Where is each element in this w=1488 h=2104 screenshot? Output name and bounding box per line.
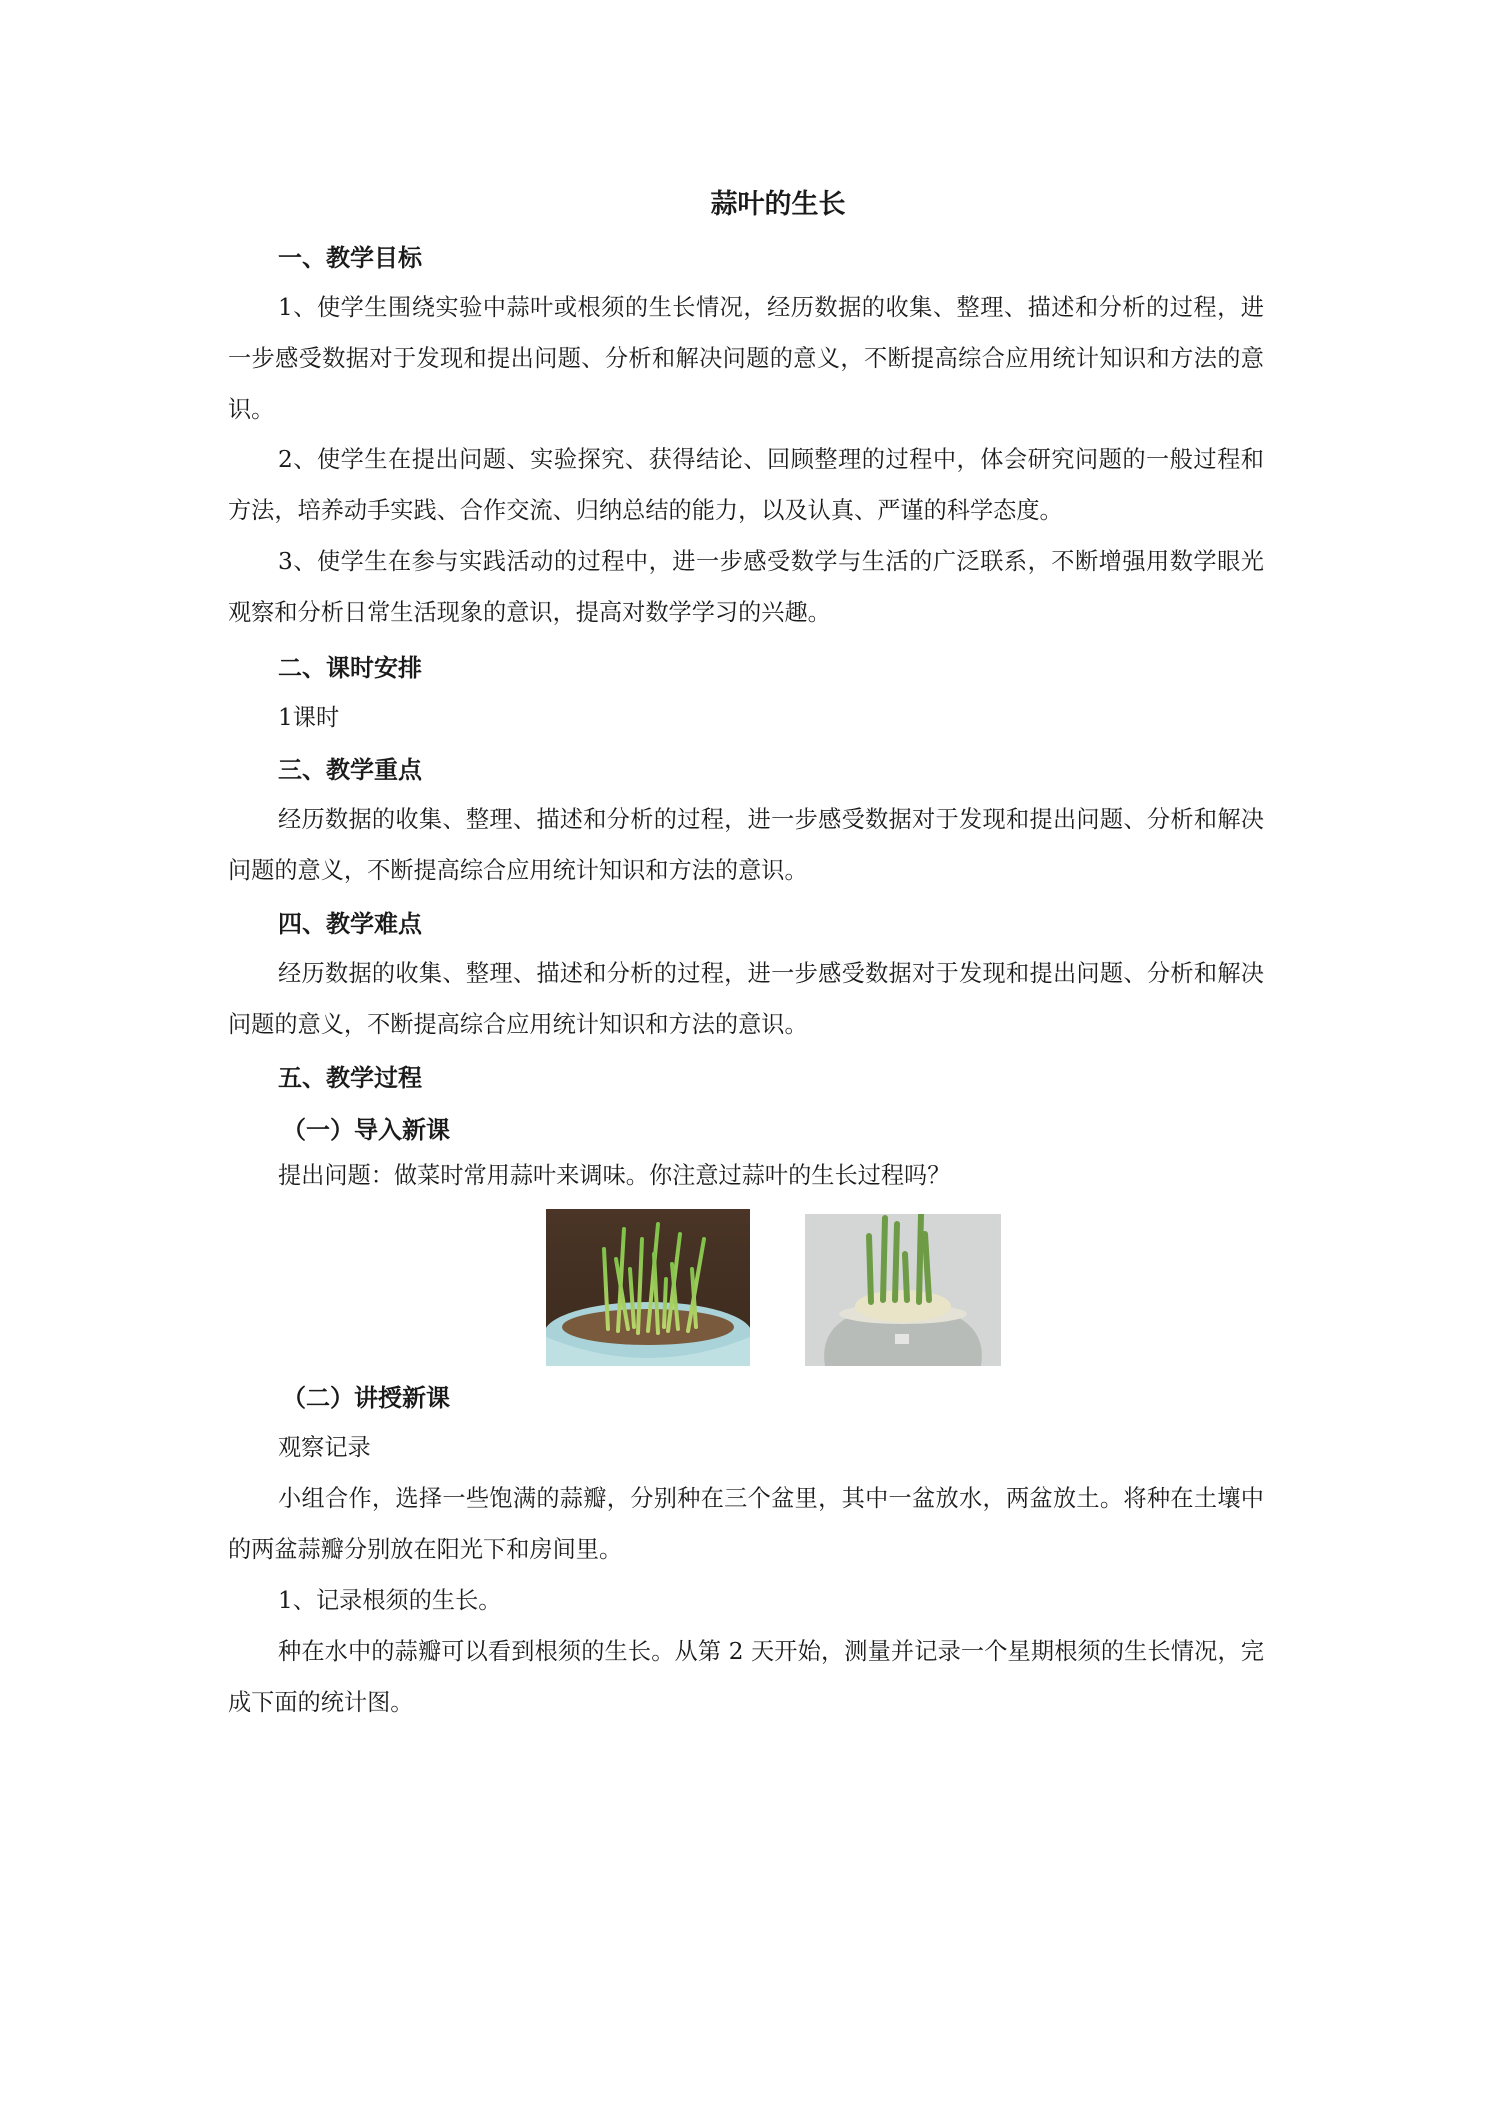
garlic-water-jar-illustration <box>805 1214 1001 1366</box>
difficulties-paragraph: 经历数据的收集、整理、描述和分析的过程，进一步感受数据对于发现和提出问题、分析和解决问题的意义，不断提高综合应用统计知识和方法的意识。 <box>228 960 1264 1038</box>
observation-label: 观察记录 <box>278 1434 371 1461</box>
schedule-paragraph: 1课时 <box>278 704 340 731</box>
subsection-heading-new-lesson: （二）讲授新课 <box>282 1384 450 1412</box>
objective-paragraph-3: 3、使学生在参与实践活动的过程中，进一步感受数学与生活的广泛联系，不断增强用数学眼光观察和分析日常生活现象的意识，提高对数学学习的兴趣。 <box>228 548 1264 626</box>
garlic-water-jar-image <box>805 1214 1001 1366</box>
roots-measurement-paragraph: 种在水中的蒜瓣可以看到根须的生长。从第 2 天开始，测量并记录一个星期根须的生长情况，完成下面的统计图。 <box>228 1638 1264 1716</box>
objective-paragraph-2: 2、使学生在提出问题、实验探究、获得结论、回顾整理的过程中，体会研究问题的一般过程和方法，培养动手实践、合作交流、归纳总结的能力，以及认真、严谨的科学态度。 <box>228 446 1264 524</box>
group-work-paragraph: 小组合作，选择一些饱满的蒜瓣，分别种在三个盆里，其中一盆放水，两盆放土。将种在土壤中的两盆蒜瓣分别放在阳光下和房间里。 <box>228 1485 1264 1563</box>
key-points-paragraph: 经历数据的收集、整理、描述和分析的过程，进一步感受数据对于发现和提出问题、分析和解决问题的意义，不断提高综合应用统计知识和方法的意识。 <box>228 806 1264 884</box>
section-heading-schedule: 二、课时安排 <box>278 654 422 682</box>
section-heading-difficulties: 四、教学难点 <box>278 910 422 938</box>
section-heading-key-points: 三、教学重点 <box>278 756 422 784</box>
subsection-heading-intro: （一）导入新课 <box>282 1116 450 1144</box>
objective-paragraph-1: 1、使学生围绕实验中蒜叶或根须的生长情况，经历数据的收集、整理、描述和分析的过程，进一步感受数据对于发现和提出问题、分析和解决问题的意义，不断提高综合应用统计知识和方法的意识。 <box>228 294 1264 423</box>
garlic-soil-pot-illustration <box>546 1209 750 1366</box>
record-roots-item: 1、记录根须的生长。 <box>278 1587 502 1614</box>
intro-question-paragraph: 提出问题：做菜时常用蒜叶来调味。你注意过蒜叶的生长过程吗？ <box>278 1162 951 1189</box>
section-heading-process: 五、教学过程 <box>278 1064 422 1092</box>
section-heading-objectives: 一、教学目标 <box>278 244 422 272</box>
document-title: 蒜叶的生长 <box>710 189 846 220</box>
garlic-soil-pot-image <box>546 1209 750 1366</box>
